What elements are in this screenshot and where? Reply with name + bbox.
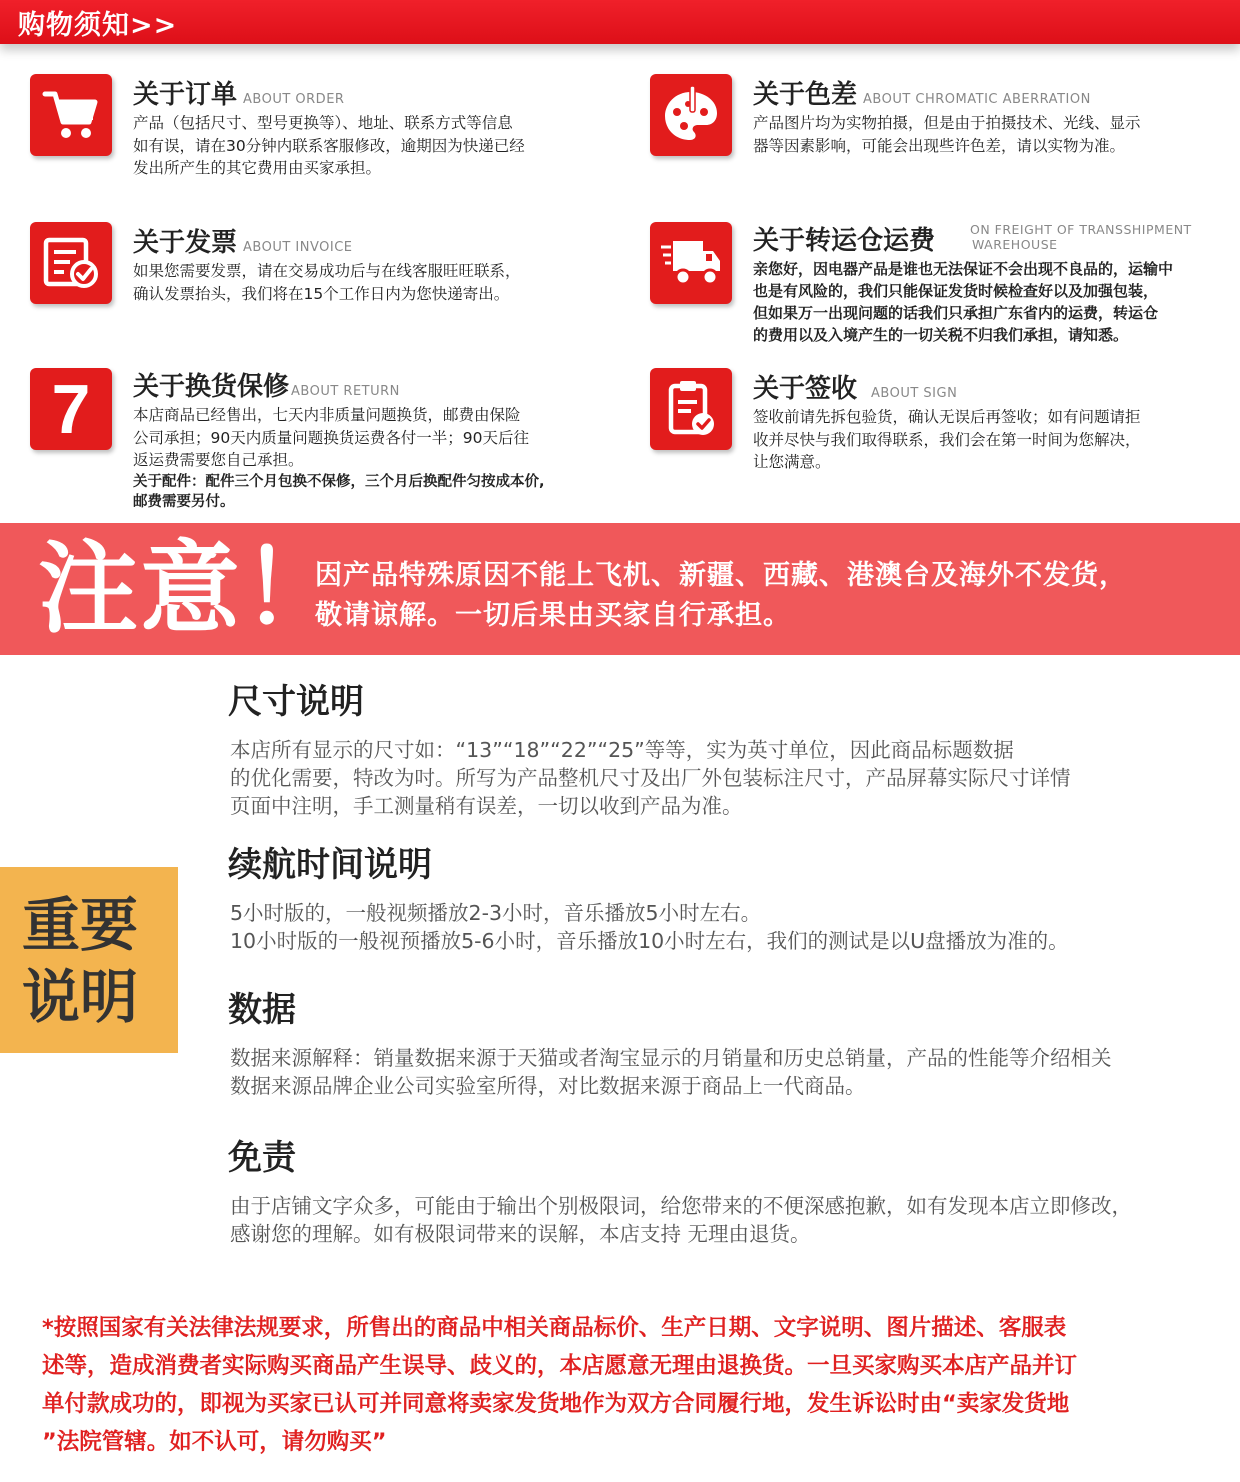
info-sign-body: 签收前请先拆包验货，确认无误后再签收；如有问题请拒 收并尽快与我们取得联系，我们会在第一时间为您解决， 让您满意。 — [753, 408, 1141, 471]
section-data-body: 数据来源解释：销量数据来源于天猫或者淘宝显示的月销量和历史总销量，产品的性能等介绍相关 数据来源品牌企业公司实验室所得，对比数据来源于商品上一代商品。 — [230, 1046, 1112, 1098]
info-freight-title: 关于转运仓运费 — [753, 226, 936, 256]
section-disclaimer — [228, 1136, 1240, 1248]
info-sign-title: 关于签收 ABOUT SIGN — [753, 374, 958, 404]
section-data-title: 数据 — [228, 990, 296, 1030]
info-order-title: 关于订单 ABOUT ORDER — [133, 80, 345, 110]
info-color-title: 关于色差 ABOUT CHROMATIC ABERRATION — [753, 80, 1091, 110]
important-line-1: 重要 — [22, 891, 139, 959]
info-color — [650, 74, 1240, 164]
info-return-title: 关于换货保修 ABOUT RETURN — [133, 372, 400, 402]
info-freight-subtitle: ON FREIGHT OF TRANSSHIPMENT WAREHOUSE — [970, 222, 1192, 252]
clipboard-check-icon — [650, 368, 732, 450]
legal-notice: *按照国家有关法律法规要求，所售出的商品中相关商品标价、生产日期、文字说明、图片描述、客服表 述等，造成消费者实际购买商品产生误导、歧义的，本店愿意无理由退换货。一旦买家购买本店产品并订 单付款成功的，即视为买家已认可并同意将卖家发货地作为双方合同履行地，发生诉讼时由“卖家发货地 ”法院管辖。如不认可，请勿购买” — [42, 1315, 1078, 1455]
section-size — [228, 680, 1240, 820]
invoice-check-icon — [30, 222, 112, 304]
important-tag — [0, 867, 178, 1053]
section-size-title: 尺寸说明 — [228, 682, 364, 722]
info-invoice-body: 如果您需要发票，请在交易成功后与在线客服旺旺联系， 确认发票抬头，我们将在15个工作日内为您快递寄出。 — [133, 262, 521, 303]
section-disclaimer-title: 免责 — [228, 1138, 296, 1178]
info-color-body: 产品图片均为实物拍摄，但是由于拍摄技术、光线、显示 器等因素影响，可能会出现些许色差，请以实物为准。 — [753, 114, 1141, 155]
seven-days-icon: 7 — [30, 368, 112, 450]
info-freight — [650, 220, 1240, 350]
section-data — [228, 988, 1240, 1100]
info-order-body: 产品（包括尺寸、型号更换等）、地址、联系方式等信息 如有误，请在30分钟内联系客服修改，逾期因为快递已经 发出所产生的其它费用由买家承担。 — [133, 114, 525, 177]
info-order — [30, 74, 620, 184]
notice-banner — [0, 523, 1240, 655]
info-invoice-title: 关于发票 ABOUT INVOICE — [133, 228, 353, 258]
section-battery-title: 续航时间说明 — [228, 845, 432, 885]
important-line-2: 说明 — [22, 963, 139, 1031]
section-battery-body: 5小时版的，一般视频播放2-3小时，音乐播放5小时左右。 10小时版的一般视预播放5-6小时，音乐播放10小时左右，我们的测试是以U盘播放为准的。 — [230, 901, 1069, 953]
header-title: 购物须知>> — [18, 10, 178, 41]
info-return-accessories: 关于配件：配件三个月包换不保修，三个月后换配件匀按成本价, 邮费需要另付。 — [133, 474, 545, 510]
info-return — [30, 366, 630, 516]
notice-text: 因产品特殊原因不能上飞机、新疆、西藏、港澳台及海外不发货， 敬请谅解。一切后果由买家自行承担。 — [315, 560, 1127, 631]
delivery-truck-icon — [650, 222, 732, 304]
section-battery — [228, 843, 1240, 955]
info-sign — [650, 368, 1240, 488]
header-bar — [0, 0, 1240, 44]
notice-heading: 注意！ — [38, 530, 344, 647]
shopping-cart-icon — [30, 74, 112, 156]
section-size-body: 本店所有显示的尺寸如：“13”“18”“22”“25”等等，实为英寸单位，因此商品标题数据 的优化需要，特改为吋。所写为产品整机尺寸及出厂外包装标注尺寸，产品屏幕实际尺寸详情 页面中注明，手工测量稍有误差，一切以收到产品为准。 — [230, 738, 1071, 818]
info-freight-body: 亲您好，因电器产品是谁也无法保证不会出现不良品的，运输中 也是有风险的，我们只能保证发货时候检查好以及加强包装， 但如果万一出现问题的话我们只承担广东省内的运费，转运仓 的费用以及入境产生的一切关税不归我们承担，请知悉。 — [753, 260, 1174, 344]
palette-icon — [650, 74, 732, 156]
info-invoice — [30, 222, 620, 312]
section-disclaimer-body: 由于店铺文字众多，可能由于输出个别极限词，给您带来的不便深感抱歉，如有发现本店立即修改， 感谢您的理解。如有极限词带来的误解，本店支持 无理由退货。 — [230, 1194, 1132, 1246]
info-return-body: 本店商品已经售出，七天内非质量问题换货，邮费由保险 公司承担；90天内质量问题换货运费各付一半；90天后往 返运费需要您自己承担。 — [133, 406, 529, 469]
